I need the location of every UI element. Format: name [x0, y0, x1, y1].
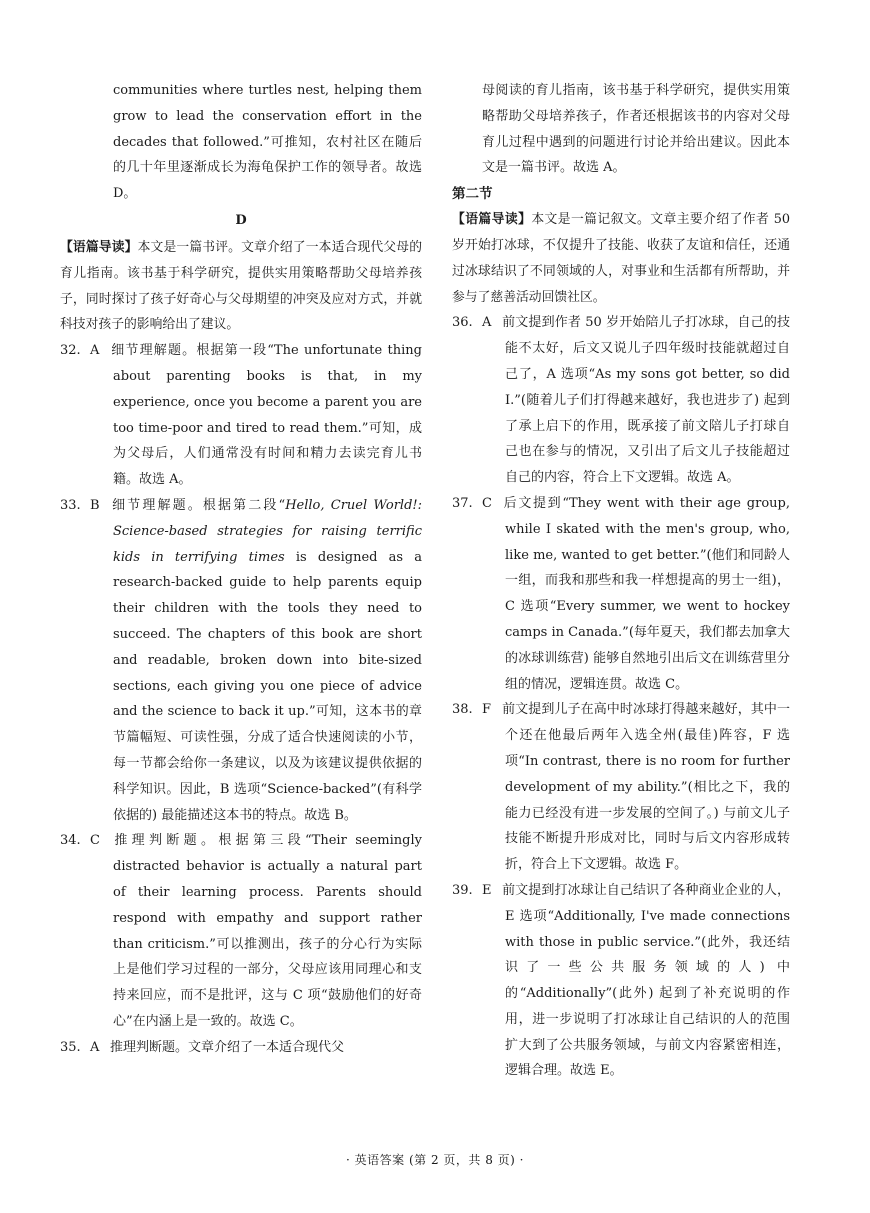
question-number: 37. — [452, 495, 473, 511]
answer-letter: A — [90, 343, 100, 359]
guide-tag: 【语篇导读】 — [60, 239, 138, 255]
answer-explanation-part1: 细节理解题。根据第二段“ — [110, 497, 286, 513]
answer-37 — [452, 491, 790, 697]
answer-letter: C — [90, 833, 100, 849]
answer-explanation: 前文提到打冰球让自己结识了各种商业企业的人，E 选项“Additionally, I've made connections with those in public service.”(此外，我还结识了一些公共服务领域的人) 中的“Additionally”(此外) 起到了补充说明的作用，进一步说明了打冰球让自己结识的人的范围扩大到了公共服务领域，与前文内容紧密相连，逻辑合理。故选 E。 — [502, 882, 790, 1079]
answer-35-continued: 母阅读的育儿指南，该书基于科学研究，提供实用策略帮助父母培养孩子，作者还根据该书的内容对父母育儿过程中遇到的问题进行讨论并给出建议。因此本文是一篇书评。故选 A。 — [482, 83, 790, 176]
guide-text: 本文是一篇记叙文。文章主要介绍了作者 50 岁开始打冰球，不仅提升了技能、收获了友谊和信任，还通过冰球结识了不同领域的人，对事业和生活都有所帮助，并参与了慈善活动回馈社区。 — [452, 212, 790, 305]
question-number: 32. — [60, 343, 81, 359]
answer-explanation: 推理判断题。根据第三段“Their seemingly distracted behavior is actually a natural part of their learning process. Parents should respond with empathy and support rather than criticism.”可以推测出，孩子的分心行为实际上是他们学习过程的一部分，父母应该用同理心和支持来回应，而不是批评，这与 C 项“鼓励他们的好奇心”在内涵上是一致的。故选 C。 — [110, 833, 422, 1029]
book-title: Hello, Cruel World!: Science-based strategies for raising terrific kids in terrifying times — [113, 497, 423, 565]
section-2-heading: 第二节 — [452, 186, 493, 203]
answer-explanation: 后文提到“They went with their age group, while I skated with the men's group, who, like me, wanted to get better.”(他们和同龄人一组，而我和那些和我一样想提高的男士一组)，C 选项“Every summer, we went to hockey camps in Canada.”(每年夏天，我们都去加拿大的冰球训练营) 能够自然地引出后文在训练营里分组的情况，逻辑连贯。故选 C。 — [502, 495, 790, 692]
question-number: 36. — [452, 315, 473, 331]
answer-letter: A — [90, 1039, 100, 1055]
section-d-guide — [60, 235, 422, 338]
answer-explanation: 推理判断题。文章介绍了一本适合现代父 — [110, 1039, 345, 1055]
answer-39 — [452, 878, 790, 1084]
answer-letter: B — [90, 497, 100, 513]
question-number: 35. — [60, 1039, 81, 1055]
answer-explanation: 前文提到儿子在高中时冰球打得越来越好，其中一个还在他最后两年入选全州(最佳)阵容，F 选项“In contrast, there is no room for further development of my ability.”(相比之下，我的能力已经没有进一步发展的空间了。) 与前文儿子技能不断提升形成对比，同时与后文内容形成转折，符合上下文逻辑。故选 F。 — [502, 702, 790, 873]
question-number: 33. — [60, 497, 81, 513]
left-column — [60, 78, 422, 1060]
answer-letter: C — [482, 495, 492, 511]
guide-tag: 【语篇导读】 — [452, 212, 532, 228]
answer-35 — [60, 1035, 422, 1061]
answer-letter: E — [482, 882, 492, 898]
answer-32 — [60, 338, 422, 493]
answer-explanation: 细节理解题。根据第一段“The unfortunate thing about parenting books is that, in my experience, once you become a parent you are too time-poor and tired to read them.”可知，成为父母后，人们通常没有时间和精力去读完育儿书籍。故选 A。 — [110, 343, 422, 488]
answer-letter: A — [482, 315, 492, 331]
question-number: 34. — [60, 833, 81, 849]
right-column — [452, 78, 790, 1084]
answer-explanation: 前文提到作者 50 岁开始陪儿子打冰球，自己的技能不太好，后文又说儿子四年级时技能就超过自己了，A 选项“As my sons got better, so did I.”(随着儿子们打得越来越好，我也进步了) 起到了承上启下的作用，既承接了前文陪儿子打球自己也在参与的情况，又引出了后文儿子技能超过自己的内容，符合上下文逻辑。故选 A。 — [502, 315, 790, 486]
intro-paragraph: communities where turtles nest, helping them grow to lead the conservation effort in the decades that followed.”可推知，农村社区在随后的几十年里逐渐成长为海龟保护工作的领导者。故选 D。 — [113, 83, 422, 202]
answer-explanation-part2: is designed as a research-backed guide to help parents equip their children with the tools they need to succeed. The chapters of this book are short and readable, broken down into bite-sized sections, each giving you one piece of advice and the science to back it up.”可知，这本书的章节篇幅短、可读性强，分成了适合快速阅读的小节，每一节都会给你一条建议，以及为该建议提供依据的科学知识。因此，B 选项“Science-backed”(有科学依据的) 最能描述这本书的特点。故选 B。 — [113, 549, 422, 823]
guide-text: 本文是一篇书评。文章介绍了一本适合现代父母的育儿指南。该书基于科学研究，提供实用策略帮助父母培养孩子，同时探讨了孩子好奇心与父母期望的冲突及应对方式，并就科技对孩子的影响给出了建议。 — [60, 239, 423, 333]
section-2-guide — [452, 207, 790, 310]
page-footer: · 英语答案 (第 2 页，共 8 页) · — [346, 1153, 524, 1167]
question-number: 39. — [452, 882, 473, 898]
question-number: 38. — [452, 702, 473, 718]
answer-38 — [452, 697, 790, 878]
answer-36 — [452, 310, 790, 491]
section-d-heading: D — [235, 212, 247, 228]
answer-34 — [60, 828, 422, 1034]
answer-33 — [60, 493, 422, 828]
answer-letter: F — [482, 702, 492, 718]
